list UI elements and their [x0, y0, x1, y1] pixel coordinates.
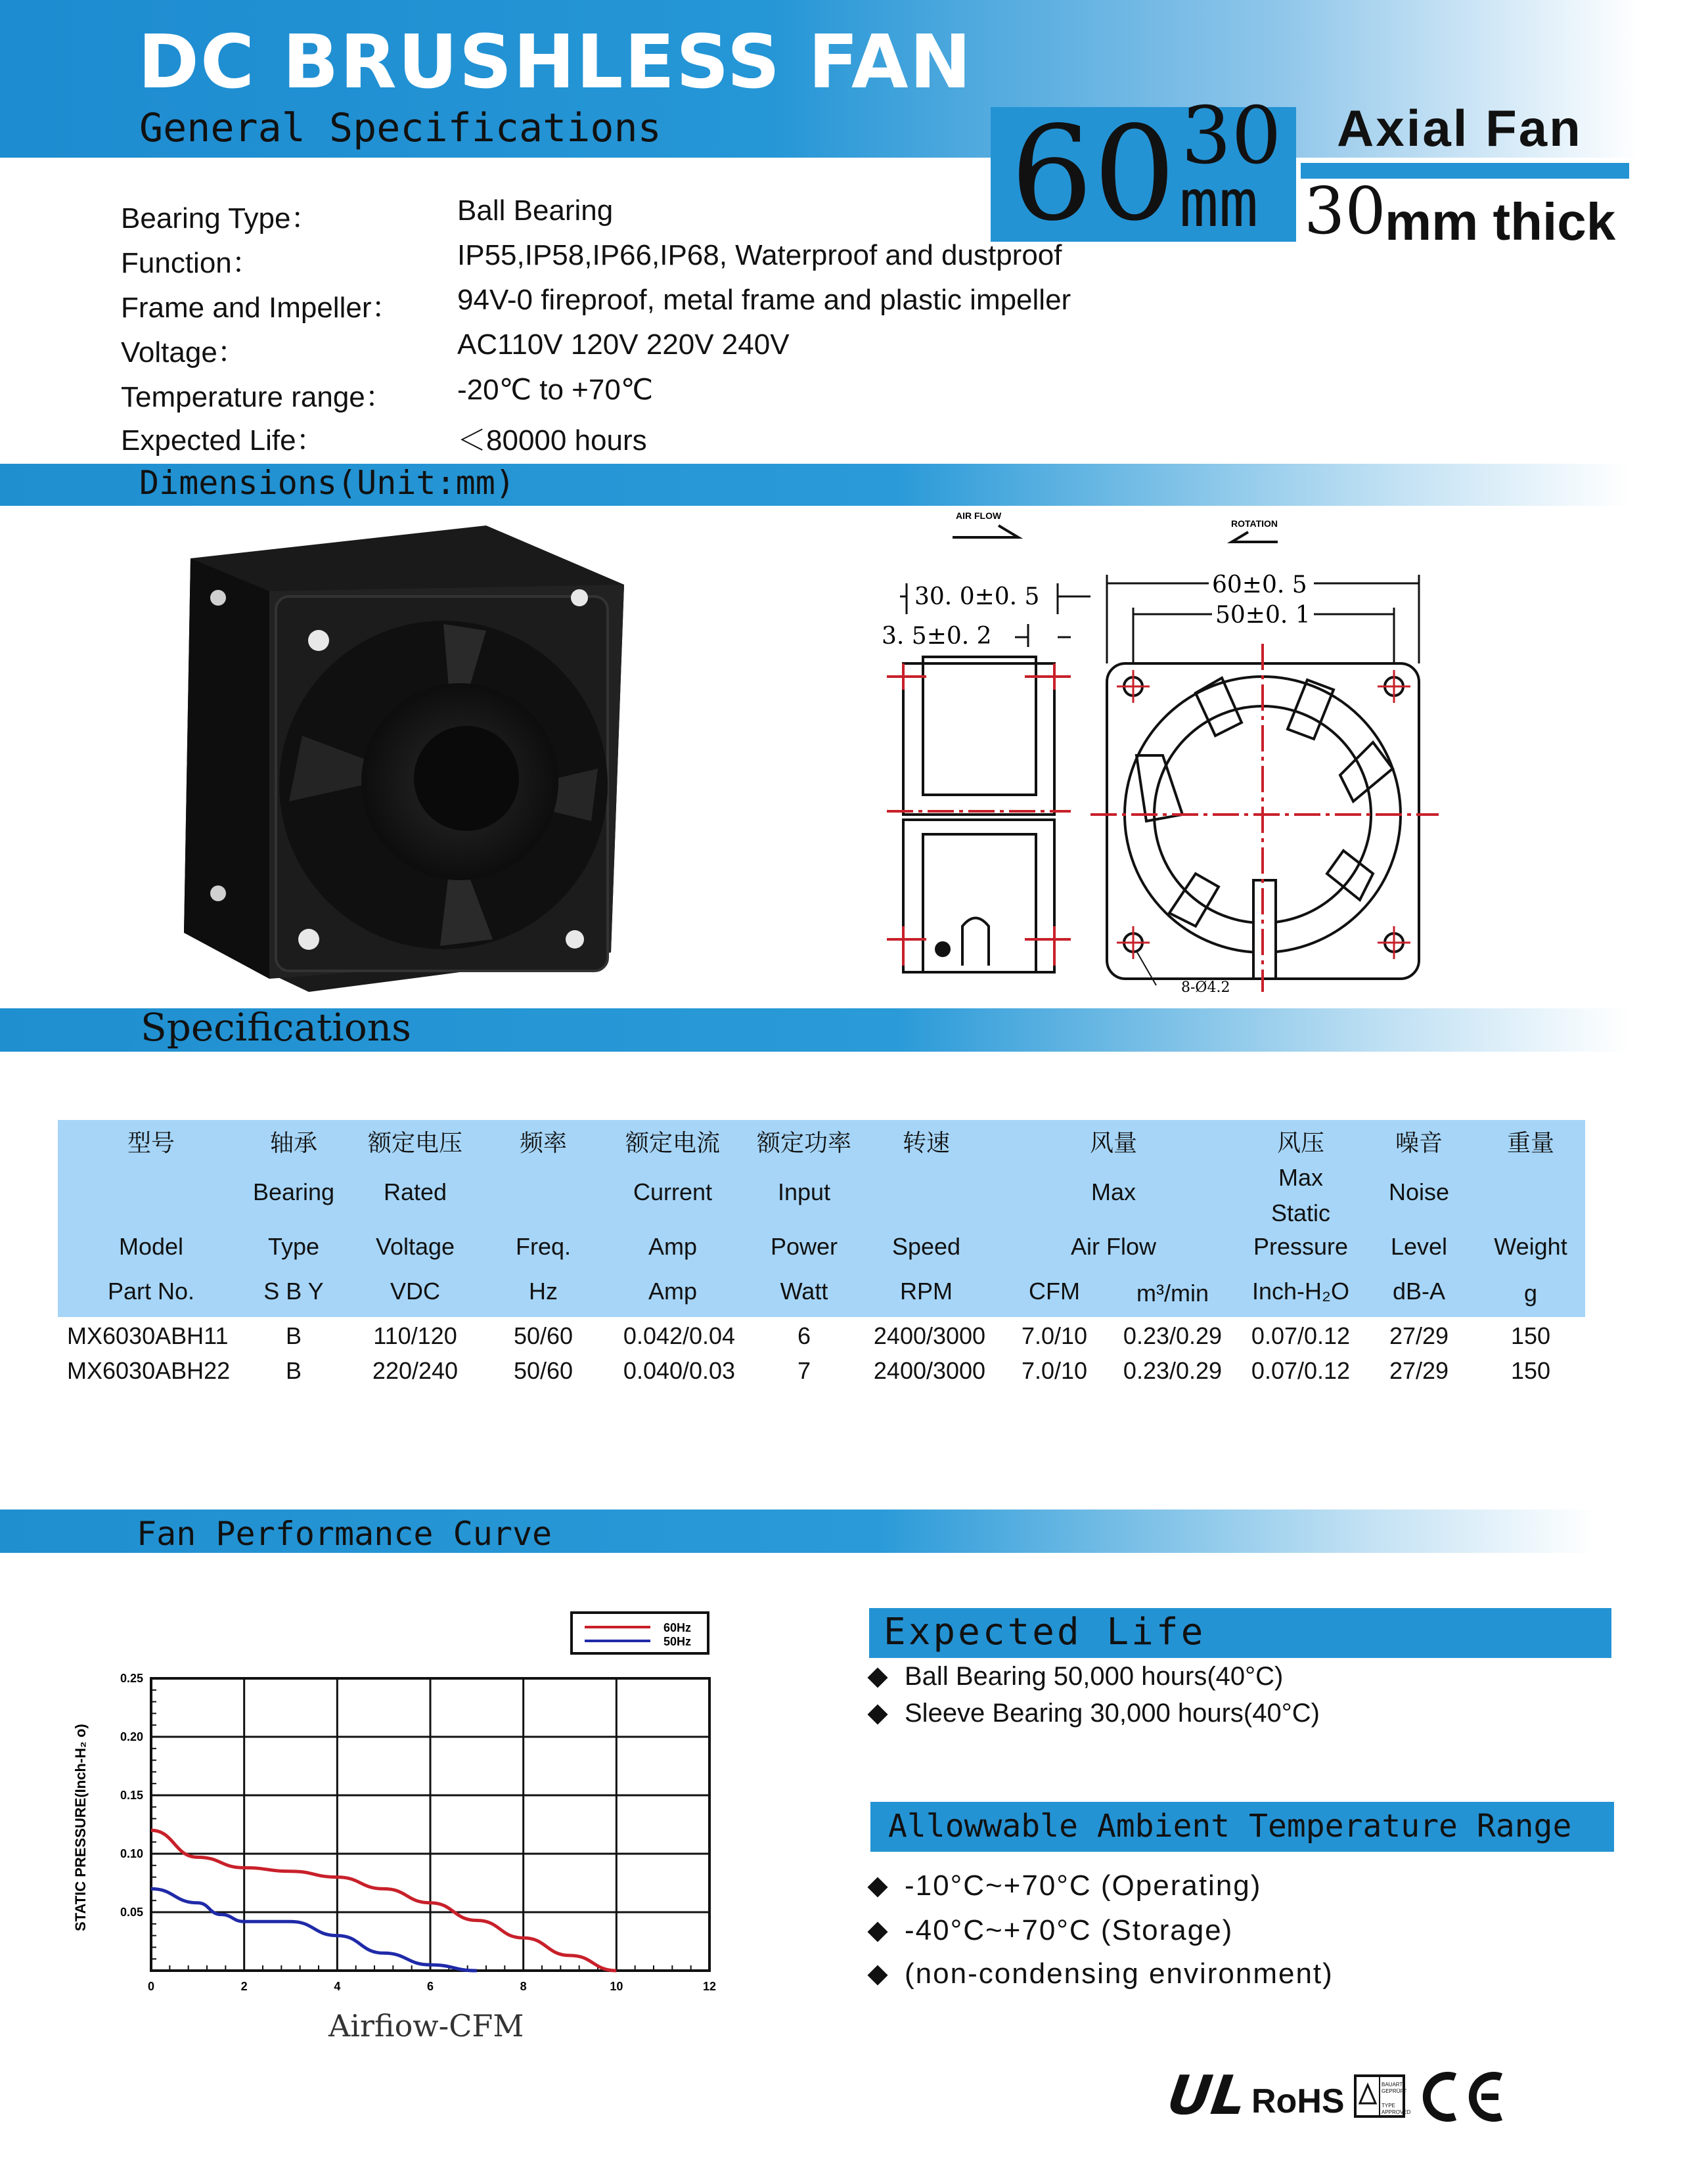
th-cn-weight: 重量	[1506, 1130, 1554, 1157]
list-item	[870, 1699, 1320, 1728]
list-item	[870, 1662, 1283, 1691]
table-cell: 0.23/0.29	[1123, 1357, 1223, 1384]
temperature-item: -10°C~+70°C (Operating)	[905, 1869, 1262, 1902]
spec-key: Bearing Type：	[121, 202, 320, 235]
performance-curve-chart	[59, 1603, 755, 2063]
svg-text:APPROVED: APPROVED	[1382, 2109, 1411, 2115]
dim-hole-spacing: 50±0. 1	[1215, 602, 1311, 629]
th-cn-model: 型号	[127, 1130, 175, 1157]
diamond-bullet-icon	[867, 1965, 888, 1986]
table-cell: 50/60	[513, 1357, 573, 1384]
chart-x-label: Airfiow-CFM	[328, 2008, 524, 2044]
y-tick-label: 0.15	[120, 1789, 143, 1802]
table-cell: 7	[797, 1357, 811, 1384]
spec-key: Frame and Impeller：	[121, 292, 401, 324]
x-tick-label: 8	[520, 1980, 527, 1993]
dim-flange: 3. 5±0. 2	[882, 623, 992, 650]
th-cn-airflow: 风量	[1089, 1130, 1137, 1157]
dim-width: 60±0. 5	[1212, 571, 1307, 598]
fan-photo-illustration	[177, 519, 637, 992]
rotation-label: ROTATION	[1231, 518, 1278, 529]
th-rpm: RPM	[900, 1278, 953, 1305]
th-voltage: Voltage	[375, 1233, 455, 1260]
th-inch-h2o: Inch-H₂O	[1251, 1278, 1349, 1305]
th-cn-bearing: 轴承	[269, 1130, 317, 1157]
th-cn-power: 额定功率	[756, 1130, 851, 1157]
page-subtitle: General Specifications	[139, 105, 662, 151]
series-line-50hz	[151, 1889, 477, 1971]
th-cn-voltage: 额定电压	[367, 1130, 462, 1157]
size-unit: mm	[1179, 165, 1259, 242]
list-item	[870, 1914, 1233, 1947]
table-cell: B	[285, 1357, 302, 1384]
th-amp: Amp	[648, 1233, 698, 1260]
table-cell: 0.07/0.12	[1251, 1357, 1351, 1384]
th-input: Input	[777, 1178, 831, 1205]
diamond-bullet-icon	[867, 1922, 888, 1942]
list-item	[870, 1869, 1261, 1902]
th-type: Type	[267, 1233, 320, 1260]
table-cell: 0.040/0.03	[623, 1357, 736, 1384]
certification-logos	[1163, 2063, 1540, 2128]
table-cell: 2400/3000	[873, 1357, 986, 1384]
table-cell: 27/29	[1389, 1322, 1449, 1349]
tuv-logo	[1355, 2076, 1411, 2116]
th-cfm: CFM	[1029, 1278, 1080, 1305]
th-part-no: Part No.	[107, 1278, 195, 1305]
thick-label: mm thick	[1385, 192, 1616, 251]
spec-value: IP55,IP58,IP66,IP68, Waterproof and dustproof	[457, 239, 1062, 271]
th-rated: Rated	[383, 1178, 447, 1205]
svg-text:UL: UL	[1163, 2065, 1251, 2127]
th-watt: Watt	[780, 1278, 828, 1305]
th-cn-noise: 噪音	[1395, 1130, 1443, 1157]
temperature-title: Allowwable Ambient Temperature Range	[888, 1808, 1572, 1845]
th-max-static: Max Static	[1270, 1164, 1331, 1226]
th-g: g	[1523, 1280, 1538, 1307]
table-cell: 150	[1510, 1322, 1551, 1349]
series-line-60hz	[151, 1830, 616, 1971]
table-cell: 50/60	[513, 1322, 573, 1349]
legend-label-60hz: 60Hz	[663, 1621, 692, 1634]
spec-key: Voltage：	[121, 336, 246, 369]
th-cn-freq: 频率	[519, 1130, 567, 1157]
table-cell: 0.23/0.29	[1123, 1322, 1223, 1349]
spec-key: Function：	[121, 247, 261, 279]
y-tick-label: 0.05	[120, 1906, 143, 1919]
th-cn-pressure: 风压	[1276, 1130, 1324, 1157]
page-title: DC BRUSHLESS FAN	[138, 20, 973, 105]
th-current: Current	[633, 1178, 713, 1205]
table-cell: 150	[1510, 1357, 1551, 1384]
y-tick-label: 0.20	[120, 1730, 143, 1743]
th-max: Max	[1090, 1178, 1136, 1205]
th-level: Level	[1390, 1233, 1448, 1260]
expected-life-item: Ball Bearing 50,000 hours(40°C)	[905, 1662, 1284, 1691]
size-main: 60	[1010, 98, 1176, 250]
dim-depth: 30. 0±0. 5	[914, 583, 1040, 610]
list-item	[870, 1958, 1334, 1990]
specifications-section-title: Specifications	[141, 1005, 411, 1050]
x-tick-label: 0	[147, 1980, 155, 1993]
air-flow-label: AIR FLOW	[956, 510, 1002, 521]
fan-type-label: Axial Fan	[1337, 99, 1583, 157]
th-dba: dB-A	[1392, 1278, 1446, 1305]
spec-value: AC110V 120V 220V 240V	[457, 328, 790, 361]
thick-number: 30	[1304, 174, 1386, 249]
table-cell: B	[285, 1322, 302, 1349]
spec-value: Ball Bearing	[457, 194, 614, 227]
th-speed: Speed	[891, 1233, 961, 1260]
svg-text:GEPRÜFT: GEPRÜFT	[1382, 2088, 1407, 2094]
svg-text:BAUART: BAUART	[1382, 2082, 1403, 2088]
th-amp-unit: Amp	[648, 1278, 698, 1305]
size-thickness: 30	[1181, 91, 1282, 182]
table-cell: MX6030ABH11	[67, 1322, 229, 1349]
legend-label-50hz: 50Hz	[663, 1635, 692, 1648]
th-sby: S B Y	[263, 1278, 324, 1305]
th-bearing: Bearing	[252, 1178, 335, 1205]
spec-key: Expected Life：	[121, 424, 325, 457]
th-airflow: Air Flow	[1070, 1233, 1156, 1260]
x-tick-label: 12	[702, 1980, 717, 1993]
th-vdc: VDC	[390, 1278, 440, 1305]
y-tick-label: 0.10	[120, 1847, 143, 1860]
dimensions-section-title: Dimensions(Unit:mm)	[139, 464, 515, 502]
table-cell: 7.0/10	[1021, 1357, 1088, 1384]
table-cell: 27/29	[1389, 1357, 1449, 1384]
mounting-holes-label: 8-Ø4.2	[1181, 979, 1230, 996]
temperature-item: -40°C~+70°C (Storage)	[905, 1914, 1234, 1946]
spec-value: 94V-0 fireproof, metal frame and plastic impeller	[457, 284, 1071, 316]
diamond-bullet-icon	[867, 1668, 888, 1688]
table-cell: 220/240	[372, 1357, 459, 1384]
x-tick-label: 4	[334, 1980, 341, 1993]
rohs-logo: RoHS	[1251, 2082, 1345, 2120]
th-pressure: Pressure	[1253, 1233, 1349, 1260]
th-weight: Weight	[1494, 1233, 1567, 1260]
diamond-bullet-icon	[867, 1877, 888, 1898]
diamond-bullet-icon	[867, 1705, 888, 1725]
spec-value: -20℃ to +70℃	[457, 374, 654, 406]
y-tick-label: 0.25	[120, 1672, 143, 1685]
th-hz: Hz	[529, 1278, 558, 1305]
curve-section-title: Fan Performance Curve	[137, 1515, 552, 1553]
th-cn-speed: 转速	[902, 1130, 950, 1157]
x-tick-label: 2	[240, 1980, 248, 1993]
ul-logo	[1163, 2065, 1250, 2127]
th-noise: Noise	[1388, 1178, 1450, 1205]
table-cell: 2400/3000	[873, 1322, 986, 1349]
chart-y-label: STATIC PRESSURE(Inch-H₂ o)	[72, 1724, 89, 1931]
th-model: Model	[118, 1233, 184, 1260]
table-cell: 0.07/0.12	[1251, 1322, 1351, 1349]
expected-life-title: Expected Life	[884, 1611, 1206, 1653]
th-freq: Freq.	[515, 1233, 572, 1260]
expected-life-item: Sleeve Bearing 30,000 hours(40°C)	[905, 1699, 1320, 1728]
ce-logo	[1427, 2076, 1501, 2118]
table-cell: 6	[797, 1322, 811, 1349]
svg-text:TYPE: TYPE	[1382, 2103, 1395, 2109]
dimension-drawing	[854, 506, 1458, 1005]
table-cell: MX6030ABH22	[67, 1357, 231, 1384]
table-cell: 110/120	[373, 1322, 457, 1349]
x-tick-label: 10	[610, 1980, 623, 1993]
th-m3min: m³/min	[1136, 1280, 1209, 1307]
th-power: Power	[770, 1233, 838, 1260]
table-cell: 0.042/0.04	[623, 1322, 736, 1349]
table-cell: 7.0/10	[1021, 1322, 1088, 1349]
spec-value: ＜80000 hours	[457, 424, 647, 457]
spec-key: Temperature range：	[121, 381, 394, 413]
temperature-item: (non-condensing environment)	[905, 1958, 1334, 1990]
x-tick-label: 6	[426, 1980, 434, 1993]
th-cn-current: 额定电流	[625, 1130, 720, 1157]
